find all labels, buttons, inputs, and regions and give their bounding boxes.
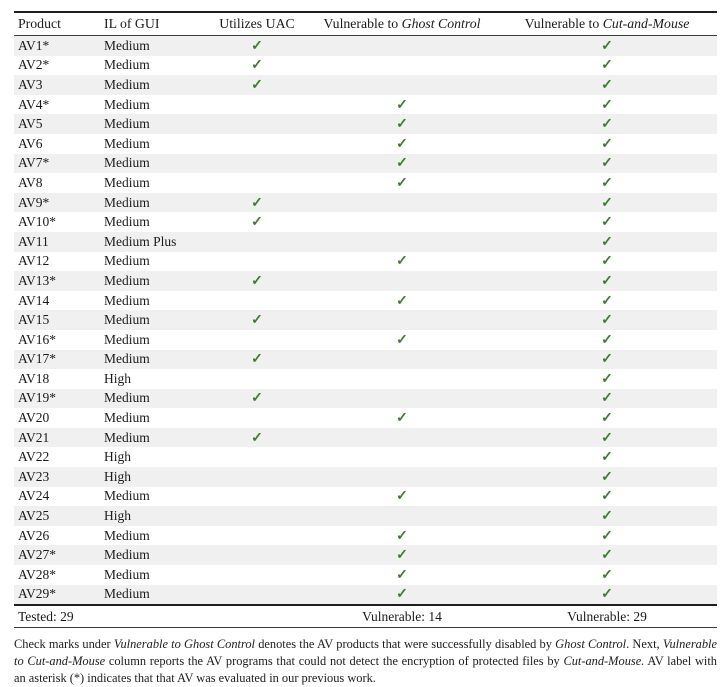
caption-italic-text: Ghost Control (555, 637, 627, 652)
il-of-gui-cell: High (104, 370, 131, 386)
product-cell: AV2* (18, 57, 50, 73)
check-icon: ✓ (601, 352, 613, 368)
check-icon: ✓ (396, 254, 408, 270)
il-of-gui-cell: Medium (104, 272, 150, 288)
table-row (14, 212, 717, 232)
utilizes-uac-cell (207, 154, 307, 174)
table-row (14, 134, 717, 154)
product-cell: AV21 (18, 429, 50, 445)
av-vulnerability-table (14, 11, 717, 628)
ghost-control-cell (307, 134, 497, 154)
cut-and-mouse-cell (497, 291, 717, 311)
ghost-control-cell (307, 95, 497, 115)
ghost-vulnerable-total: Vulnerable: 14 (362, 608, 442, 624)
il-of-gui-cell: Medium (104, 174, 150, 190)
ghost-control-cell (307, 565, 497, 585)
table-row (14, 95, 717, 115)
caption-italic-text: Cut-and-Mouse. (563, 654, 645, 669)
product-cell: AV17* (18, 351, 57, 367)
check-icon: ✓ (601, 450, 613, 466)
utilizes-uac-cell (207, 193, 307, 213)
table-footer (14, 605, 717, 628)
ghost-control-cell (307, 350, 497, 370)
table-row (14, 408, 717, 428)
ghost-control-cell (307, 526, 497, 546)
utilizes-uac-cell (207, 545, 307, 565)
il-of-gui-cell: Medium (104, 566, 150, 582)
check-icon: ✓ (601, 215, 613, 231)
caption-text: . Next, (626, 637, 663, 652)
table-row (14, 36, 717, 56)
check-icon: ✓ (601, 234, 613, 250)
cut-and-mouse-cell (497, 369, 717, 389)
table-caption (14, 636, 717, 687)
check-icon: ✓ (601, 509, 613, 525)
il-of-gui-cell: Medium (104, 116, 150, 132)
check-icon: ✓ (396, 411, 408, 427)
check-icon: ✓ (396, 136, 408, 152)
ghost-control-cell (307, 487, 497, 507)
check-icon: ✓ (601, 77, 613, 93)
ghost-control-cell (307, 36, 497, 56)
check-icon: ✓ (601, 117, 613, 133)
product-cell: AV13* (18, 272, 57, 288)
ghost-control-cell (307, 154, 497, 174)
header-row (14, 12, 717, 36)
utilizes-uac-cell (207, 310, 307, 330)
check-icon: ✓ (601, 175, 613, 191)
il-of-gui-cell: Medium (104, 547, 150, 563)
check-icon: ✓ (396, 156, 408, 172)
ghost-control-cell (307, 193, 497, 213)
cut-and-mouse-cell (497, 310, 717, 330)
utilizes-uac-cell (207, 447, 307, 467)
cut-and-mouse-cell (497, 271, 717, 291)
utilizes-uac-cell (207, 36, 307, 56)
cut-and-mouse-cell (497, 330, 717, 350)
ghost-control-cell (307, 310, 497, 330)
check-icon: ✓ (601, 411, 613, 427)
check-icon: ✓ (251, 430, 263, 446)
product-cell: AV7* (18, 155, 50, 171)
utilizes-uac-cell (207, 291, 307, 311)
ghost-control-cell (307, 330, 497, 350)
il-of-gui-cell: Medium (104, 96, 150, 112)
column-header-utilizes-uac: Utilizes UAC (219, 16, 295, 31)
check-icon: ✓ (396, 97, 408, 113)
ghost-control-cell (307, 447, 497, 467)
footer-row (14, 605, 717, 628)
il-of-gui-cell: Medium (104, 76, 150, 92)
table-body (14, 36, 717, 606)
utilizes-uac-cell (207, 252, 307, 272)
cut-and-mouse-cell (497, 447, 717, 467)
cut-and-mouse-cell (497, 56, 717, 76)
caption-text: column reports the AV programs that could not detect the encryption of protected files by (105, 654, 564, 669)
table-row (14, 232, 717, 252)
utilizes-uac-cell (207, 212, 307, 232)
check-icon: ✓ (251, 77, 263, 93)
il-of-gui-cell: Medium (104, 586, 150, 602)
ghost-control-cell (307, 408, 497, 428)
utilizes-uac-cell (207, 585, 307, 606)
ghost-control-cell (307, 252, 497, 272)
product-cell: AV9* (18, 194, 50, 210)
check-icon: ✓ (601, 38, 613, 54)
check-icon: ✓ (601, 469, 613, 485)
cut-and-mouse-cell (497, 154, 717, 174)
product-cell: AV20 (18, 410, 50, 426)
header-italic-text: Ghost Control (401, 16, 481, 31)
ghost-control-cell (307, 56, 497, 76)
cut-and-mouse-cell (497, 350, 717, 370)
utilizes-uac-cell (207, 114, 307, 134)
product-cell: AV4* (18, 96, 50, 112)
footer-uac-empty (207, 605, 307, 628)
column-header-vulnerable-ghost-control (307, 12, 497, 36)
check-icon: ✓ (251, 313, 263, 329)
check-icon: ✓ (601, 58, 613, 74)
product-cell: AV22 (18, 449, 50, 465)
ghost-control-cell (307, 75, 497, 95)
il-of-gui-cell: Medium (104, 135, 150, 151)
utilizes-uac-cell (207, 467, 307, 487)
il-of-gui-cell: Medium (104, 37, 150, 53)
check-icon: ✓ (601, 548, 613, 564)
cut-and-mouse-cell (497, 545, 717, 565)
utilizes-uac-cell (207, 350, 307, 370)
utilizes-uac-cell (207, 369, 307, 389)
cut-and-mouse-cell (497, 428, 717, 448)
table-header (14, 12, 717, 36)
product-cell: AV3 (18, 76, 43, 92)
utilizes-uac-cell (207, 95, 307, 115)
check-icon: ✓ (601, 195, 613, 211)
table-row (14, 291, 717, 311)
check-icon: ✓ (251, 391, 263, 407)
table-row (14, 506, 717, 526)
cut-and-mouse-cell (497, 232, 717, 252)
ghost-control-cell (307, 585, 497, 606)
product-cell: AV18 (18, 370, 50, 386)
check-icon: ✓ (396, 548, 408, 564)
cut-and-mouse-cell (497, 408, 717, 428)
cut-and-mouse-cell (497, 95, 717, 115)
check-icon: ✓ (251, 352, 263, 368)
check-icon: ✓ (251, 38, 263, 54)
cut-and-mouse-cell (497, 487, 717, 507)
product-cell: AV23 (18, 468, 50, 484)
utilizes-uac-cell (207, 330, 307, 350)
check-icon: ✓ (251, 273, 263, 289)
il-of-gui-cell: Medium Plus (104, 233, 177, 249)
cut-and-mouse-cell (497, 389, 717, 409)
check-icon: ✓ (601, 489, 613, 505)
il-of-gui-cell: Medium (104, 253, 150, 269)
il-of-gui-cell: Medium (104, 429, 150, 445)
il-of-gui-cell: Medium (104, 410, 150, 426)
table-row (14, 193, 717, 213)
check-icon: ✓ (396, 528, 408, 544)
il-of-gui-cell: Medium (104, 57, 150, 73)
product-cell: AV19* (18, 390, 57, 406)
check-icon: ✓ (601, 293, 613, 309)
utilizes-uac-cell (207, 389, 307, 409)
tested-total: Tested: 29 (18, 608, 74, 624)
header-italic-text: Cut-and-Mouse (602, 16, 690, 31)
cut-and-mouse-cell (497, 193, 717, 213)
ghost-control-cell (307, 369, 497, 389)
il-of-gui-cell: High (104, 468, 131, 484)
check-icon: ✓ (396, 587, 408, 603)
table-row (14, 467, 717, 487)
check-icon: ✓ (601, 371, 613, 387)
table-row (14, 545, 717, 565)
caption-text: AV label with an asterisk (*) indicates that that AV was evaluated in our previous work. (14, 654, 717, 686)
caption-italic-text: Vulnerable to Ghost Control (113, 637, 255, 652)
check-icon: ✓ (396, 293, 408, 309)
check-icon: ✓ (251, 58, 263, 74)
check-icon: ✓ (251, 195, 263, 211)
header-text: Vulnerable to (323, 16, 402, 31)
check-icon: ✓ (396, 567, 408, 583)
il-of-gui-cell: Medium (104, 488, 150, 504)
table-row (14, 173, 717, 193)
il-of-gui-cell: Medium (104, 292, 150, 308)
table-row (14, 428, 717, 448)
product-cell: AV6 (18, 135, 43, 151)
check-icon: ✓ (601, 332, 613, 348)
check-icon: ✓ (396, 332, 408, 348)
ghost-control-cell (307, 173, 497, 193)
check-icon: ✓ (396, 117, 408, 133)
table-row (14, 330, 717, 350)
utilizes-uac-cell (207, 428, 307, 448)
check-icon: ✓ (601, 528, 613, 544)
ghost-control-cell (307, 114, 497, 134)
cut-and-mouse-cell (497, 585, 717, 606)
check-icon: ✓ (601, 97, 613, 113)
table-row (14, 447, 717, 467)
check-icon: ✓ (601, 391, 613, 407)
ghost-control-cell (307, 271, 497, 291)
cut-and-mouse-cell (497, 173, 717, 193)
utilizes-uac-cell (207, 506, 307, 526)
product-cell: AV8 (18, 174, 43, 190)
utilizes-uac-cell (207, 565, 307, 585)
cut-and-mouse-cell (497, 506, 717, 526)
check-icon: ✓ (396, 489, 408, 505)
column-header-vulnerable-cut-and-mouse (497, 12, 717, 36)
check-icon: ✓ (251, 215, 263, 231)
utilizes-uac-cell (207, 232, 307, 252)
product-cell: AV12 (18, 253, 50, 269)
product-cell: AV29* (18, 586, 57, 602)
table-row (14, 114, 717, 134)
check-icon: ✓ (601, 587, 613, 603)
product-cell: AV5 (18, 116, 43, 132)
ghost-control-cell (307, 291, 497, 311)
il-of-gui-cell: Medium (104, 527, 150, 543)
cut-and-mouse-cell (497, 526, 717, 546)
table-row (14, 526, 717, 546)
ghost-control-cell (307, 389, 497, 409)
cut-and-mouse-cell (497, 36, 717, 56)
check-icon: ✓ (601, 313, 613, 329)
product-cell: AV1* (18, 37, 50, 53)
table-row (14, 389, 717, 409)
product-cell: AV15 (18, 312, 50, 328)
column-header-il-of-gui: IL of GUI (104, 16, 160, 31)
ghost-control-cell (307, 545, 497, 565)
utilizes-uac-cell (207, 487, 307, 507)
product-cell: AV10* (18, 214, 57, 230)
ghost-control-cell (307, 212, 497, 232)
table-row (14, 565, 717, 585)
check-icon: ✓ (601, 254, 613, 270)
il-of-gui-cell: Medium (104, 331, 150, 347)
il-of-gui-cell: Medium (104, 214, 150, 230)
check-icon: ✓ (601, 273, 613, 289)
il-of-gui-cell: Medium (104, 390, 150, 406)
product-cell: AV14 (18, 292, 50, 308)
check-icon: ✓ (396, 175, 408, 191)
ghost-control-cell (307, 506, 497, 526)
utilizes-uac-cell (207, 173, 307, 193)
table-row (14, 350, 717, 370)
cut-and-mouse-cell (497, 114, 717, 134)
ghost-control-cell (307, 428, 497, 448)
cut-and-mouse-cell (497, 134, 717, 154)
utilizes-uac-cell (207, 56, 307, 76)
cut-vulnerable-total: Vulnerable: 29 (567, 608, 647, 624)
table-row (14, 75, 717, 95)
table-row (14, 585, 717, 606)
check-icon: ✓ (601, 156, 613, 172)
column-header-product: Product (18, 16, 61, 31)
utilizes-uac-cell (207, 408, 307, 428)
utilizes-uac-cell (207, 75, 307, 95)
il-of-gui-cell: Medium (104, 194, 150, 210)
product-cell: AV16* (18, 331, 57, 347)
caption-text: Check marks under (14, 637, 114, 652)
ghost-control-cell (307, 467, 497, 487)
il-of-gui-cell: High (104, 449, 131, 465)
product-cell: AV24 (18, 488, 50, 504)
table-row (14, 369, 717, 389)
product-cell: AV26 (18, 527, 50, 543)
table-row (14, 271, 717, 291)
cut-and-mouse-cell (497, 565, 717, 585)
table-row (14, 56, 717, 76)
caption-text: denotes the AV products that were successfully disabled by (254, 637, 556, 652)
il-of-gui-cell: Medium (104, 312, 150, 328)
caption-italic-text: Vulnerable to Cut-and-Mouse (14, 637, 717, 669)
table-row (14, 154, 717, 174)
table-row (14, 252, 717, 272)
il-of-gui-cell: High (104, 508, 131, 524)
product-cell: AV28* (18, 566, 57, 582)
il-of-gui-cell: Medium (104, 351, 150, 367)
utilizes-uac-cell (207, 134, 307, 154)
cut-and-mouse-cell (497, 212, 717, 232)
cut-and-mouse-cell (497, 75, 717, 95)
cut-and-mouse-cell (497, 252, 717, 272)
product-cell: AV25 (18, 508, 50, 524)
utilizes-uac-cell (207, 271, 307, 291)
product-cell: AV11 (18, 233, 49, 249)
check-icon: ✓ (601, 430, 613, 446)
check-icon: ✓ (601, 136, 613, 152)
table-row (14, 310, 717, 330)
product-cell: AV27* (18, 547, 57, 563)
check-icon: ✓ (601, 567, 613, 583)
il-of-gui-cell: Medium (104, 155, 150, 171)
utilizes-uac-cell (207, 526, 307, 546)
table-row (14, 487, 717, 507)
ghost-control-cell (307, 232, 497, 252)
header-text: Vulnerable to (524, 16, 603, 31)
cut-and-mouse-cell (497, 467, 717, 487)
